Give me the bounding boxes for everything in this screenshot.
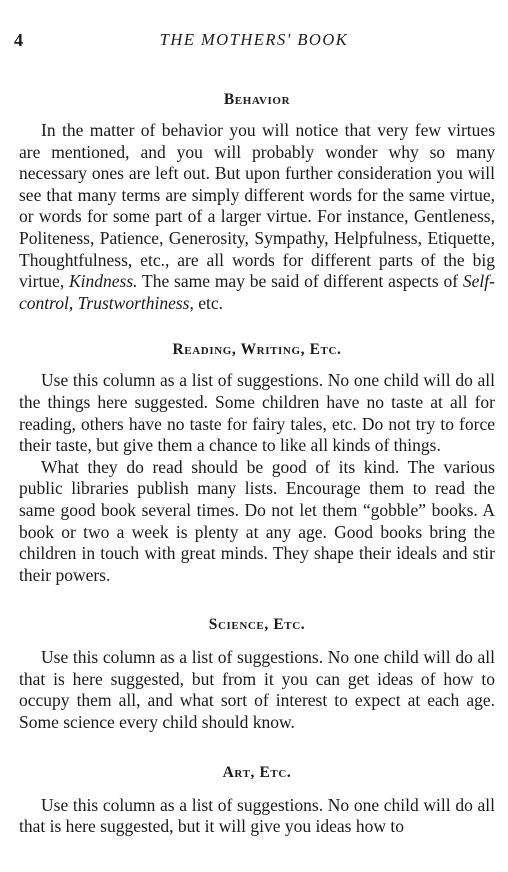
section-art [19, 764, 495, 838]
text-run: The same may be said of different aspects of [137, 271, 463, 292]
text-run: Use this column as a list of suggestions. No one child will do all that is here suggested, but it will give you ideas how to [19, 794, 495, 837]
section-heading: Behavior [223, 91, 291, 108]
section-behavior [19, 91, 495, 314]
text-run: Use this column as a list of suggestions. No one child will do all the things here suggested. Some children have no taste at all for reading, others have no taste for fairy tales, etc. Do not try to force their taste, but give them a chance to like all kinds of things. [19, 370, 495, 456]
text-run: In the matter of behavior you will notice that very few virtues are mentioned, and you will probably wonder why so many necessary ones are left out. But upon further consideration you will see that many terms are simply different words for the same virtue, or words for some part of a larger virtue. For instance, Gentleness, Politeness, Patience, Generosity, Sympathy, Helpfulness, Etiquette, Thoughtfulness, etc., are all words for different parts of the big virtue, [19, 120, 495, 292]
page-number: 4 [14, 30, 23, 50]
paragraph [19, 370, 495, 456]
italic-text: Self-control, Trustworthiness, [19, 271, 495, 313]
section-science [19, 616, 495, 733]
page-header [14, 30, 494, 54]
paragraph [19, 120, 495, 314]
paragraph [19, 795, 495, 838]
section-reading-writing [19, 341, 495, 586]
paragraph [19, 457, 495, 587]
paragraph [19, 647, 495, 733]
page-body [19, 85, 495, 838]
running-title: THE MOTHERS' BOOK [159, 30, 349, 49]
section-heading: Art, Etc. [222, 763, 292, 781]
text-run: What they do read should be good of its kind. The various public libraries publish many lists. Encourage them to read the same good book several times. Do not let them “gobble” books. A book or two a week is plenty at any age. Good books bring the children in touch with great minds. They shape their ideals and stir their powers. [19, 456, 495, 585]
text-run: etc. [193, 292, 224, 313]
italic-text: Kindness. [69, 271, 138, 292]
section-heading: Reading, Writing, Etc. [172, 341, 342, 359]
section-heading: Science, Etc. [208, 616, 306, 634]
text-run: Use this column as a list of suggestions. No one child will do all that is here suggested, but from it you can get ideas of how to occupy them all, and what sort of interest to expect at each age. Some science every child should know. [19, 647, 495, 733]
